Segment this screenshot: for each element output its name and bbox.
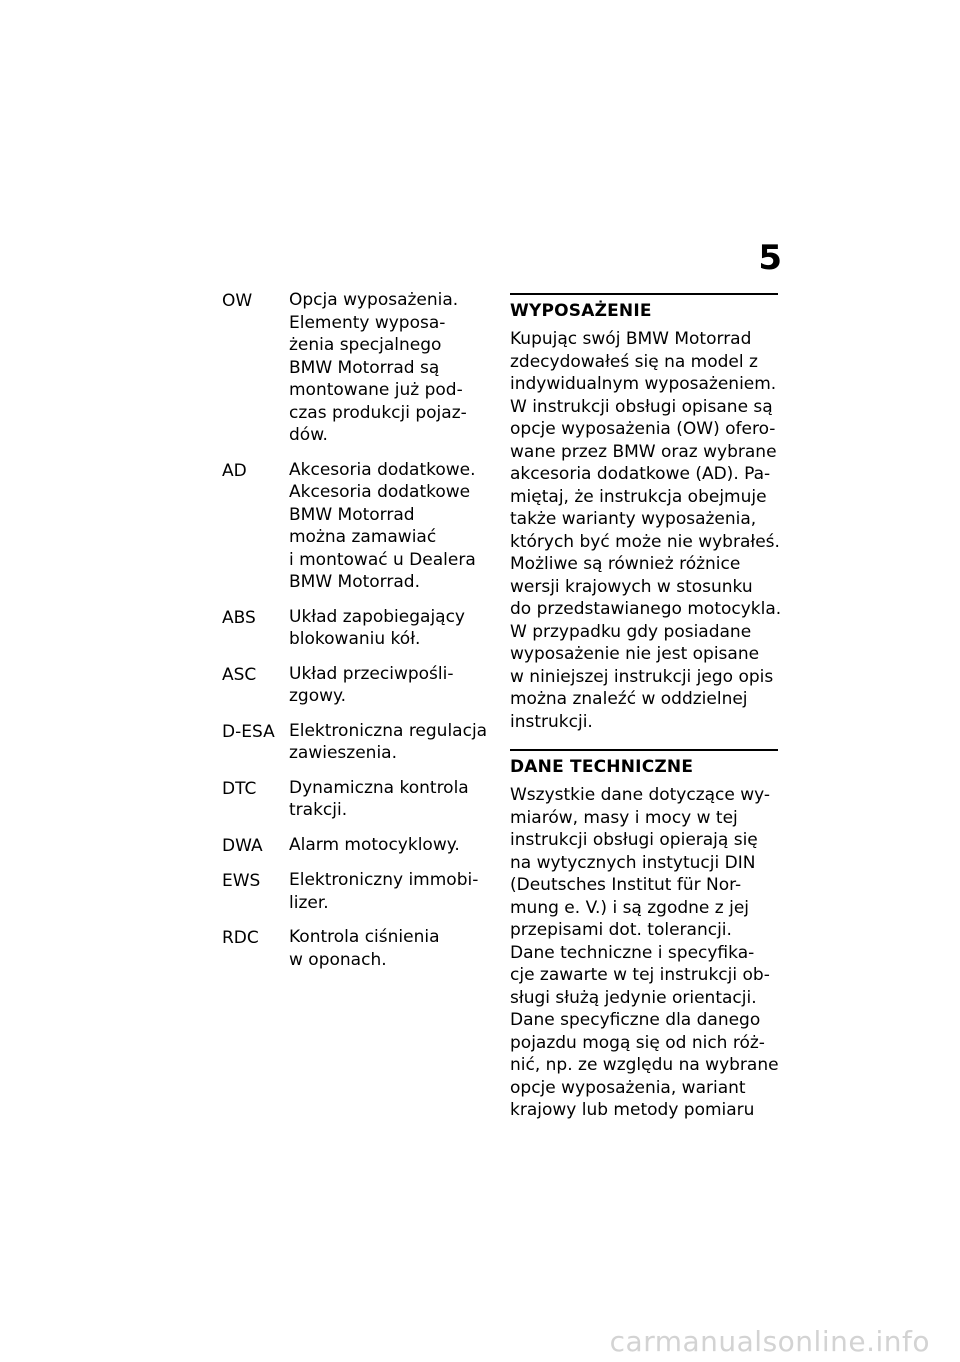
equipment-section [510, 293, 782, 733]
description-line: Akcesoria dodatkowe. [289, 459, 476, 480]
description-line: Elektroniczny immobi- [289, 870, 479, 890]
paragraph-line: opcje wyposażenia (OW) ofero- [510, 419, 776, 439]
description-line: montowane już pod- [289, 380, 463, 400]
watermark: carmanualsonline.info [609, 1325, 930, 1358]
description-line: zgowy. [289, 686, 347, 706]
abbreviation-list [222, 289, 490, 983]
abbreviation-code: ASC [222, 664, 257, 685]
page-number: 5 [758, 238, 782, 278]
paragraph-line: Wszystkie dane dotyczące wy- [510, 785, 771, 805]
description-line: w oponach. [289, 949, 387, 970]
paragraph-line: wane przez BMW oraz wybrane [510, 441, 777, 462]
abbreviation-description [289, 926, 490, 971]
abbreviation-code: AD [222, 460, 247, 481]
abbreviation-code: RDC [222, 928, 259, 948]
paragraph-line: na wytycznych instytucji DIN [510, 852, 756, 873]
paragraph-line: zdecydowałeś się na model z [510, 351, 758, 372]
description-line: żenia specjalnego [289, 335, 442, 355]
paragraph-line: opcje wyposażenia, wariant [510, 1077, 746, 1098]
paragraph-line: akcesoria dodatkowe (AD). Pa- [510, 464, 771, 484]
section-divider [510, 749, 778, 751]
description-line: lizer. [289, 892, 329, 913]
section-divider [510, 293, 778, 295]
description-line: Opcja wyposażenia. [289, 290, 459, 310]
description-line: Dynamiczna kontrola [289, 777, 469, 798]
description-line: Układ przeciwpośli- [289, 663, 454, 684]
paragraph-line: Możliwe są również różnice [510, 554, 741, 574]
abbreviation-description [289, 869, 490, 914]
paragraph-line: także warianty wyposażenia, [510, 509, 757, 529]
paragraph-line: wyposażenie nie jest opisane [510, 644, 760, 664]
abbreviation-description [289, 777, 490, 822]
paragraph-line: nić, np. ze względu na wybrane [510, 1055, 779, 1075]
description-line: Alarm motocyklowy. [289, 834, 460, 855]
paragraph-line: można znaleźć w oddzielnej [510, 689, 748, 709]
paragraph-line: miarów, masy i mocy w tej [510, 807, 738, 828]
paragraph-line: W przypadku gdy posiadane [510, 621, 752, 642]
paragraph-line: cje zawarte w tej instrukcji ob- [510, 965, 770, 985]
abbreviation-row [222, 834, 490, 858]
equipment-heading: WYPOSAŻENIE [510, 301, 652, 321]
description-line: czas produkcji pojaz- [289, 402, 467, 423]
paragraph-line: instrukcji obsługi opierają się [510, 830, 758, 850]
description-line: Elektroniczna regulacja [289, 720, 488, 741]
right-column [510, 293, 782, 1122]
paragraph-line: pojazdu mogą się od nich róż- [510, 1032, 765, 1053]
abbreviation-description [289, 289, 490, 447]
description-line: zawieszenia. [289, 743, 397, 763]
abbreviation-row [222, 869, 490, 914]
description-line: Akcesoria dodatkowe [289, 482, 471, 502]
paragraph-line: W instrukcji obsługi opisane są [510, 396, 773, 417]
description-line: i montować u Dealera [289, 549, 476, 570]
technical-heading: DANE TECHNICZNE [510, 757, 694, 777]
paragraph-line: Dane techniczne i specyfika- [510, 942, 755, 963]
description-line: Kontrola ciśnienia [289, 927, 440, 947]
abbreviation-code: DTC [222, 778, 257, 799]
description-line: można zamawiać [289, 527, 437, 547]
paragraph-line: w niniejszej instrukcji jego opis [510, 666, 774, 687]
abbreviation-code: D-ESA [222, 721, 275, 742]
paragraph-line: wersji krajowych w stosunku [510, 576, 753, 597]
description-line: blokowaniu kół. [289, 629, 421, 649]
technical-section [510, 749, 778, 1122]
abbreviation-description [289, 459, 490, 594]
paragraph-line: sługi służą jedynie orientacji. [510, 987, 757, 1008]
abbreviation-row [222, 720, 490, 765]
paragraph-line: przepisami dot. tolerancji. [510, 920, 732, 940]
paragraph-line: Dane specyficzne dla danego [510, 1010, 761, 1030]
abbreviation-row [222, 663, 490, 708]
description-line: Układ zapobiegający [289, 606, 465, 627]
paragraph-line: (Deutsches Institut für Nor- [510, 875, 742, 895]
equipment-text [510, 328, 782, 733]
abbreviation-description [289, 606, 490, 651]
abbreviation-row [222, 289, 490, 447]
paragraph-line: których być może nie wybrałeś. [510, 531, 780, 552]
abbreviation-code: OW [222, 291, 253, 311]
description-line: BMW Motorrad [289, 504, 415, 525]
technical-text [510, 784, 778, 1122]
abbreviation-description [289, 663, 490, 708]
description-line: dów. [289, 425, 328, 445]
abbreviation-row [222, 459, 490, 594]
abbreviation-code: EWS [222, 871, 261, 891]
description-line: BMW Motorrad są [289, 357, 440, 378]
description-line: Elementy wyposa- [289, 312, 446, 333]
abbreviation-description [289, 834, 490, 858]
description-line: trakcji. [289, 800, 348, 820]
abbreviation-code: DWA [222, 835, 263, 856]
paragraph-line: indywidualnym wyposażeniem. [510, 374, 777, 394]
abbreviation-row [222, 926, 490, 971]
paragraph-line: instrukcji. [510, 711, 593, 732]
abbreviation-code: ABS [222, 607, 256, 628]
paragraph-line: Kupując swój BMW Motorrad [510, 329, 752, 349]
paragraph-line: do przedstawianego motocykla. [510, 599, 782, 619]
paragraph-line: mung e. V.) i są zgodne z jej [510, 897, 750, 918]
abbreviation-description [289, 720, 490, 765]
abbreviation-row [222, 606, 490, 651]
paragraph-line: krajowy lub metody pomiaru [510, 1100, 755, 1120]
paragraph-line: miętaj, że instrukcja obejmuje [510, 486, 767, 507]
description-line: BMW Motorrad. [289, 572, 420, 592]
abbreviation-row [222, 777, 490, 822]
